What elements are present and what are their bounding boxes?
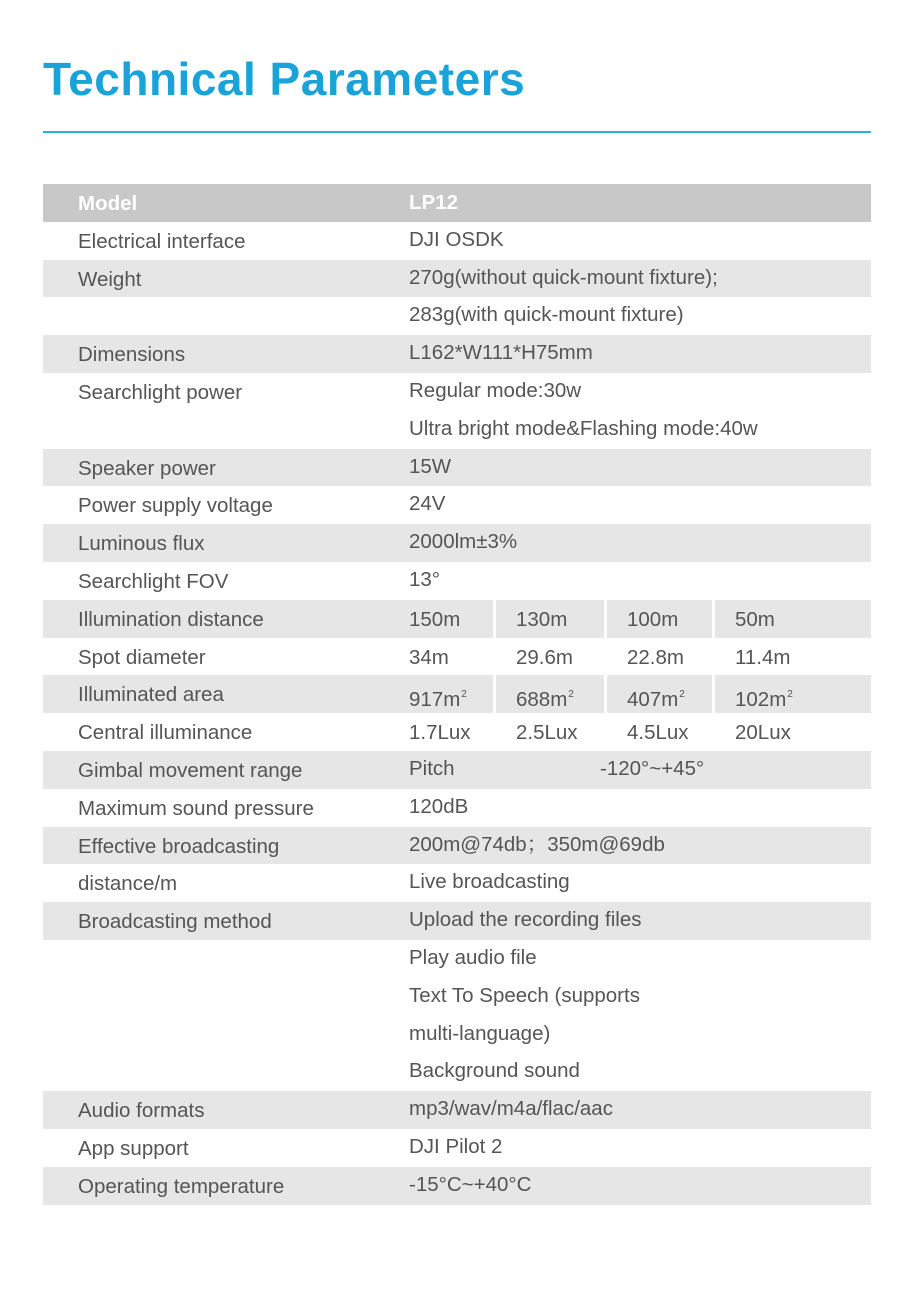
spec-label: Searchlight power bbox=[78, 380, 243, 404]
spec-value: 270g(without quick-mount fixture); bbox=[409, 265, 718, 289]
spec-row-app-support bbox=[43, 1129, 871, 1167]
spec-value: 15W bbox=[409, 454, 452, 478]
spec-label: Electrical interface bbox=[78, 229, 246, 253]
header-value: LP12 bbox=[409, 191, 458, 214]
spec-cell: 34m bbox=[409, 645, 449, 669]
cell-divider bbox=[604, 600, 607, 638]
spec-label: App support bbox=[78, 1136, 189, 1160]
spec-value: Pitch bbox=[409, 756, 455, 780]
cell-divider bbox=[712, 600, 715, 638]
spec-label: Audio formats bbox=[78, 1099, 205, 1123]
spec-label: Dimensions bbox=[78, 343, 186, 367]
title-divider bbox=[43, 131, 871, 133]
spec-value: Live broadcasting bbox=[409, 870, 570, 894]
spec-value: 283g(with quick-mount fixture) bbox=[409, 303, 684, 327]
cell-divider bbox=[712, 675, 715, 713]
spec-cell: 2.5Lux bbox=[516, 721, 578, 745]
spec-label: Speaker power bbox=[78, 456, 216, 480]
spec-cell: 11.4m bbox=[735, 645, 791, 669]
spec-cell: 22.8m bbox=[627, 645, 684, 669]
spec-value: Ultra bright mode&Flashing mode:40w bbox=[409, 416, 758, 440]
spec-row-broadcasting-method-cont bbox=[43, 940, 871, 978]
spec-label: Power supply voltage bbox=[78, 494, 273, 518]
spec-label: Illumination distance bbox=[78, 607, 264, 631]
spec-row-weight-cont bbox=[43, 297, 871, 335]
spec-value: 24V bbox=[409, 492, 446, 516]
header-label: Model bbox=[78, 192, 138, 215]
spec-value: DJI OSDK bbox=[409, 227, 504, 251]
spec-label: Illuminated area bbox=[78, 683, 224, 707]
area-superscript: 2 bbox=[461, 689, 467, 701]
spec-label: Gimbal movement range bbox=[78, 758, 303, 782]
spec-row-spot-diameter bbox=[43, 638, 871, 676]
spec-row-illuminated-area bbox=[43, 675, 871, 713]
spec-row-broadcasting-method-cont bbox=[43, 1016, 871, 1054]
spec-value: 120dB bbox=[409, 794, 469, 818]
spec-value: -15°C~+40°C bbox=[409, 1172, 532, 1196]
spec-label: Maximum sound pressure bbox=[78, 796, 314, 820]
spec-row-searchlight-power-cont bbox=[43, 411, 871, 449]
spec-row-effective-broadcasting bbox=[43, 827, 871, 865]
spec-value: Upload the recording files bbox=[409, 908, 642, 932]
spec-label: Weight bbox=[78, 267, 142, 291]
cell-divider bbox=[493, 600, 496, 638]
spec-row-electrical-interface bbox=[43, 222, 871, 260]
spec-value: 2000lm±3% bbox=[409, 530, 518, 554]
spec-row-weight bbox=[43, 260, 871, 298]
spec-value: Background sound bbox=[409, 1059, 580, 1083]
spec-row-searchlight-power bbox=[43, 373, 871, 411]
spec-row-gimbal-range bbox=[43, 751, 871, 789]
spec-row-power-supply-voltage bbox=[43, 486, 871, 524]
spec-cell: 50m bbox=[735, 607, 775, 631]
spec-row-audio-formats bbox=[43, 1091, 871, 1129]
spec-cell: 100m bbox=[627, 607, 679, 631]
spec-value: mp3/wav/m4a/flac/aac bbox=[409, 1097, 613, 1121]
spec-value: Text To Speech (supports bbox=[409, 983, 640, 1007]
table-header-row bbox=[43, 184, 871, 222]
spec-row-luminous-flux bbox=[43, 524, 871, 562]
spec-cell: 20Lux bbox=[735, 721, 791, 745]
spec-label: Central illuminance bbox=[78, 721, 253, 745]
area-value: 407m bbox=[627, 688, 679, 712]
spec-row-broadcasting-method bbox=[43, 902, 871, 940]
area-superscript: 2 bbox=[787, 689, 793, 701]
area-superscript: 2 bbox=[568, 689, 574, 701]
spec-value: Regular mode:30w bbox=[409, 378, 582, 402]
spec-cell: 130m bbox=[516, 607, 568, 631]
spec-row-illumination-distance bbox=[43, 600, 871, 638]
spec-label: Luminous flux bbox=[78, 532, 205, 556]
spec-cell: 4.5Lux bbox=[627, 721, 689, 745]
spec-row-searchlight-fov bbox=[43, 562, 871, 600]
spec-row-broadcasting-method-cont bbox=[43, 978, 871, 1016]
spec-cell: 29.6m bbox=[516, 645, 573, 669]
cell-divider bbox=[604, 675, 607, 713]
spec-row-speaker-power bbox=[43, 449, 871, 487]
cell-divider bbox=[493, 675, 496, 713]
spec-row-effective-broadcasting-cont bbox=[43, 864, 871, 902]
spec-label: Operating temperature bbox=[78, 1174, 285, 1198]
spec-row-operating-temperature bbox=[43, 1167, 871, 1205]
spec-value: 200m@74db；350m@69db bbox=[409, 832, 665, 856]
spec-row-broadcasting-method-cont bbox=[43, 1053, 871, 1091]
spec-value: multi-language) bbox=[409, 1021, 551, 1045]
area-superscript: 2 bbox=[679, 689, 685, 701]
spec-label: Searchlight FOV bbox=[78, 569, 229, 593]
spec-cell: 150m bbox=[409, 607, 461, 631]
spec-label: Spot diameter bbox=[78, 645, 206, 669]
area-value: 688m bbox=[516, 688, 568, 712]
spec-row-max-sound-pressure bbox=[43, 789, 871, 827]
spec-value: 13° bbox=[409, 567, 441, 591]
spec-table bbox=[43, 184, 871, 1205]
spec-row-central-illuminance bbox=[43, 713, 871, 751]
spec-row-dimensions bbox=[43, 335, 871, 373]
spec-label: distance/m bbox=[78, 872, 178, 896]
spec-cell: 1.7Lux bbox=[409, 721, 471, 745]
area-value: 917m bbox=[409, 688, 461, 712]
spec-label: Effective broadcasting bbox=[78, 834, 280, 858]
area-value: 102m bbox=[735, 688, 787, 712]
spec-value: DJI Pilot 2 bbox=[409, 1134, 503, 1158]
pitch-range-value: -120°~+45° bbox=[600, 756, 705, 780]
spec-label: Broadcasting method bbox=[78, 910, 272, 934]
spec-value: Play audio file bbox=[409, 945, 537, 969]
page-title: Technical Parameters bbox=[43, 53, 526, 105]
spec-value: L162*W111*H75mm bbox=[409, 341, 593, 365]
